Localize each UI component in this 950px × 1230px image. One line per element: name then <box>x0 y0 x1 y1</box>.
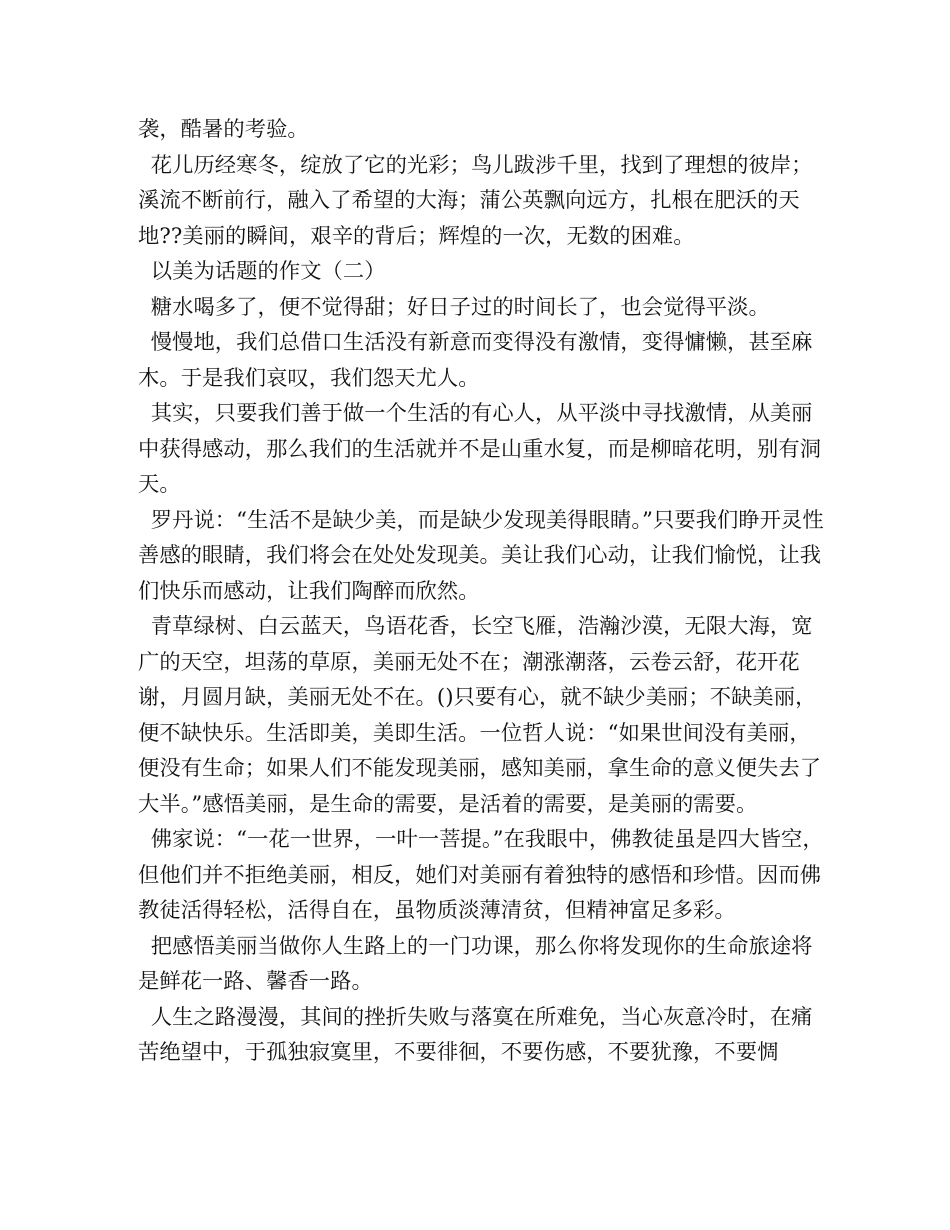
paragraph: 慢慢地，我们总借口生活没有新意而变得没有激情，变得慵懒，甚至麻木。于是我们哀叹，我们怨天尤人。 <box>138 330 813 391</box>
document-body <box>138 112 828 1071</box>
paragraph: 花儿历经寒冬，绽放了它的光彩；鸟儿跋涉千里，找到了理想的彼岸；溪流不断前行，融入了希望的大海；蒲公英飘向远方，扎根在肥沃的天地??美丽的瞬间，艰辛的背后；辉煌的一次，无数的困难。 <box>138 152 813 249</box>
paragraph: 其实，只要我们善于做一个生活的有心人，从平淡中寻找激情，从美丽中获得感动，那么我们的生活就并不是山重水复，而是柳暗花明，别有洞天。 <box>138 401 822 497</box>
paragraph: 罗丹说：“生活不是缺少美，而是缺少发现美得眼睛。”只要我们睁开灵性善感的眼睛，我们将会在处处发现美。美让我们心动，让我们愉悦，让我们快乐而感动，让我们陶醉而欣然。 <box>138 507 824 604</box>
paragraph-continuation: 袭，酷暑的考验。 <box>138 117 309 142</box>
paragraph: 把感悟美丽当做你人生路上的一门功课，那么你将发现你的生命旅途将是鲜花一路、馨香一路。 <box>138 933 813 994</box>
paragraph: 糖水喝多了，便不觉得甜；好日子过的时间长了，也会觉得平淡。 <box>150 294 770 320</box>
paragraph: 人生之路漫漫，其间的挫折失败与落寞在所难免，当心灰意冷时，在痛苦绝望中，于孤独寂寞里，不要徘徊，不要伤感，不要犹豫，不要惆 <box>138 1004 813 1065</box>
paragraph: 佛家说：“一花一世界，一叶一菩提。”在我眼中，佛教徒虽是四大皆空，但他们并不拒绝美丽，相反，她们对美丽有着独特的感悟和珍惜。因而佛教徒活得轻松，活得自在，虽物质淡薄清贫，但精神富足多彩。 <box>138 827 824 923</box>
paragraph: 青草绿树、白云蓝天，鸟语花香，长空飞雁，浩瀚沙漠，无限大海，宽广的天空，坦荡的草原，美丽无处不在；潮涨潮落，云卷云舒，花开花谢，月圆月缺，美丽无处不在。()只要有心，就不缺少美丽；不缺美丽，便不缺快乐。生活即美，美即生活。一位哲人说：“如果世间没有美丽，便没有生命；如果人们不能发现美丽，感知美丽，拿生命的意义便失去了大半。”感悟美丽，是生命的需要，是活着的需要，是美丽的需要。 <box>138 614 822 817</box>
essay-section-title: 以美为话题的作文（二） <box>150 259 386 284</box>
